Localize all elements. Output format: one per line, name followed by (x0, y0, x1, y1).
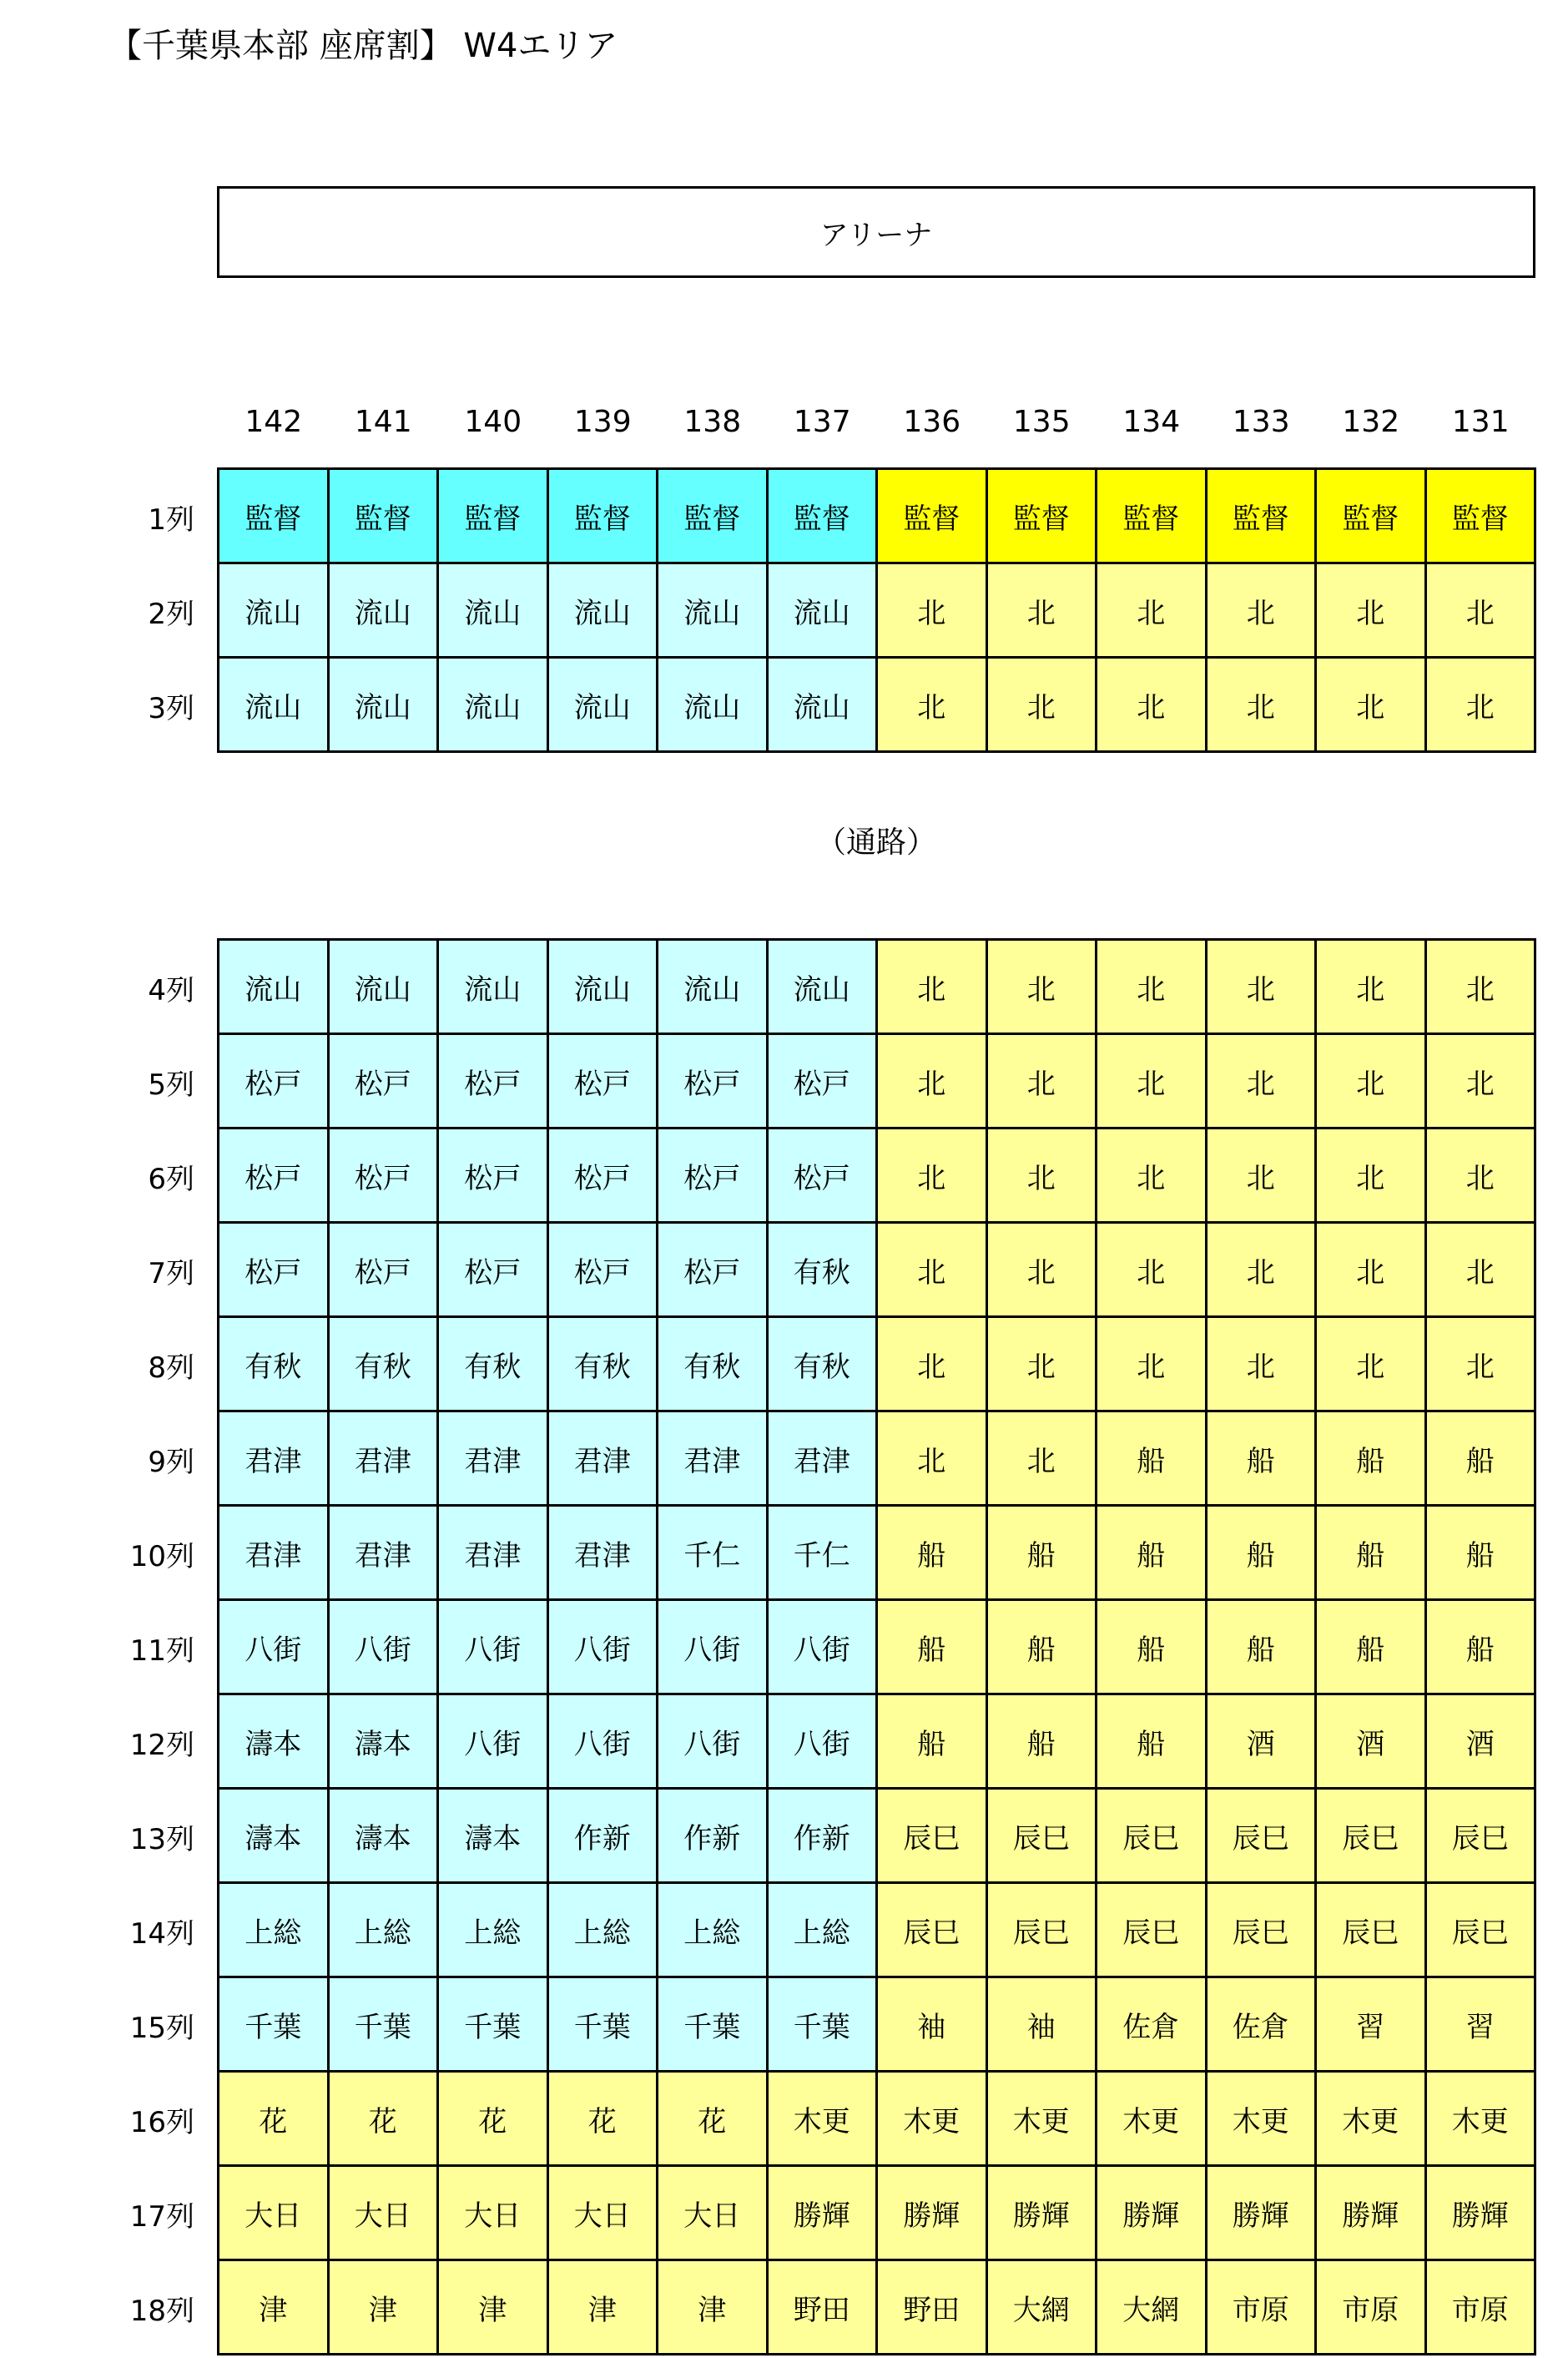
seat-cell: 辰巳 (1427, 1790, 1537, 1884)
seat-row (148, 941, 1536, 1035)
seat-number: 137 (793, 405, 851, 439)
seat-cell: 花 (330, 2073, 440, 2167)
seat-cell: 市原 (1208, 2261, 1318, 2355)
seat-cell: 北 (1317, 1224, 1427, 1318)
seat-cell: 野田 (769, 2261, 879, 2355)
seat-cell: 松戸 (219, 1035, 330, 1129)
seat-cell: 津 (658, 2261, 769, 2355)
seat-cell: 流山 (330, 941, 440, 1035)
seat-cell: 上総 (549, 1884, 659, 1978)
seat-cell: 北 (988, 1318, 1098, 1412)
seat-cell: 北 (1427, 1129, 1537, 1224)
seat-cell: 北 (878, 1318, 988, 1412)
seat-cell: 濤本 (330, 1695, 440, 1790)
seat-cell: 作新 (549, 1790, 659, 1884)
seat-row (148, 470, 1536, 564)
seat-cell: 船 (988, 1507, 1098, 1601)
seat-number: 132 (1342, 405, 1400, 439)
seat-cell: 松戸 (219, 1129, 330, 1224)
seat-cell: 監督 (658, 470, 769, 564)
seat-cell: 北 (1208, 1129, 1318, 1224)
seat-cell: 松戸 (549, 1035, 659, 1129)
seat-cell: 船 (878, 1601, 988, 1695)
seat-cell: 辰巳 (988, 1884, 1098, 1978)
seat-cell: 千葉 (769, 1978, 879, 2073)
seat-cell: 船 (878, 1507, 988, 1601)
row-label: 11列 (129, 1634, 194, 1668)
seat-cell: 北 (1208, 1224, 1318, 1318)
row-label: 4列 (148, 974, 194, 1007)
seat-cell: 北 (988, 1224, 1098, 1318)
seat-cell: 流山 (549, 564, 659, 659)
seat-cell: 津 (439, 2261, 549, 2355)
seat-cell: 松戸 (549, 1129, 659, 1224)
seat-cell: 酒 (1208, 1695, 1318, 1790)
seat-cell: 松戸 (219, 1224, 330, 1318)
seat-cell: 辰巳 (1317, 1790, 1427, 1884)
seat-cell: 北 (1208, 941, 1318, 1035)
seat-cell: 有秋 (439, 1318, 549, 1412)
seat-cell: 大日 (219, 2167, 330, 2261)
seat-cell: 上総 (769, 1884, 879, 1978)
seat-cell: 監督 (1317, 470, 1427, 564)
seat-number: 131 (1451, 405, 1510, 439)
row-label: 12列 (129, 1729, 194, 1762)
seat-row (148, 1318, 1536, 1412)
seat-cell: 八街 (658, 1695, 769, 1790)
seat-cell: 監督 (988, 470, 1098, 564)
seat-cell: 北 (988, 1035, 1098, 1129)
seat-cell: 流山 (549, 659, 659, 753)
seat-cell: 木更 (1317, 2073, 1427, 2167)
seat-cell: 北 (1097, 1129, 1208, 1224)
seat-cell: 木更 (1097, 2073, 1208, 2167)
seat-cell: 君津 (549, 1412, 659, 1507)
seat-cell: 君津 (330, 1412, 440, 1507)
seat-cell: 監督 (1427, 470, 1537, 564)
seat-cell: 袖 (988, 1978, 1098, 2073)
seat-cell: 有秋 (658, 1318, 769, 1412)
seat-block-front (148, 467, 1536, 753)
seat-cell: 松戸 (439, 1129, 549, 1224)
seat-cell: 松戸 (330, 1035, 440, 1129)
seat-row (129, 1978, 1536, 2073)
seat-cell: 流山 (658, 941, 769, 1035)
seat-cell: 船 (988, 1601, 1098, 1695)
seat-number: 139 (573, 405, 632, 439)
seat-cell: 船 (1427, 1601, 1537, 1695)
seat-row (148, 1412, 1536, 1507)
seat-cell: 濤本 (219, 1790, 330, 1884)
seat-cell: 作新 (658, 1790, 769, 1884)
seat-cell: 北 (1097, 1318, 1208, 1412)
seat-cell: 北 (878, 564, 988, 659)
seat-row (129, 1790, 1536, 1884)
row-label: 16列 (129, 2106, 194, 2139)
seat-cell: 大網 (988, 2261, 1098, 2355)
seat-cell: 八街 (549, 1695, 659, 1790)
seat-cell: 北 (1317, 941, 1427, 1035)
seat-cell: 辰巳 (988, 1790, 1098, 1884)
seat-cell: 君津 (330, 1507, 440, 1601)
seat-cell: 大網 (1097, 2261, 1208, 2355)
seat-row (148, 1035, 1536, 1129)
seat-cell: 上総 (658, 1884, 769, 1978)
seat-cell: 花 (658, 2073, 769, 2167)
seat-cell: 北 (878, 1035, 988, 1129)
row-label: 13列 (129, 1823, 194, 1856)
seat-cell: 流山 (769, 659, 879, 753)
seat-cell: 木更 (769, 2073, 879, 2167)
seat-row (148, 1224, 1536, 1318)
seat-cell: 流山 (439, 659, 549, 753)
seat-cell: 作新 (769, 1790, 879, 1884)
seat-cell: 津 (219, 2261, 330, 2355)
seat-cell: 北 (1208, 564, 1318, 659)
seat-cell: 辰巳 (1097, 1790, 1208, 1884)
seat-cell: 流山 (658, 659, 769, 753)
seat-cell: 木更 (988, 2073, 1098, 2167)
seat-row (129, 1507, 1536, 1601)
seat-cell: 有秋 (769, 1224, 879, 1318)
aisle-label: （通路） (815, 826, 936, 860)
seat-block-rear (129, 938, 1536, 2355)
seat-cell: 船 (1427, 1412, 1537, 1507)
seat-cell: 有秋 (549, 1318, 659, 1412)
seat-cell: 八街 (439, 1695, 549, 1790)
seat-cell: 辰巳 (878, 1884, 988, 1978)
row-label: 15列 (129, 2012, 194, 2045)
seat-cell: 八街 (549, 1601, 659, 1695)
seat-cell: 有秋 (769, 1318, 879, 1412)
seat-number: 136 (903, 405, 961, 439)
seat-cell: 酒 (1317, 1695, 1427, 1790)
seat-cell: 花 (439, 2073, 549, 2167)
seat-row (148, 1129, 1536, 1224)
seat-cell: 八街 (219, 1601, 330, 1695)
seat-cell: 松戸 (658, 1129, 769, 1224)
seat-cell: 大日 (439, 2167, 549, 2261)
row-label: 3列 (148, 692, 194, 725)
seat-cell: 君津 (439, 1507, 549, 1601)
seat-cell: 北 (1427, 1318, 1537, 1412)
seat-cell: 北 (988, 941, 1098, 1035)
seat-cell: 監督 (1208, 470, 1318, 564)
seat-cell: 北 (1427, 941, 1537, 1035)
seat-cell: 木更 (1208, 2073, 1318, 2167)
seat-cell: 津 (549, 2261, 659, 2355)
seat-cell: 流山 (439, 941, 549, 1035)
seat-cell: 上総 (219, 1884, 330, 1978)
seat-row (148, 659, 1536, 753)
seat-cell: 北 (1208, 1035, 1318, 1129)
seat-cell: 勝輝 (1208, 2167, 1318, 2261)
seat-number-header (219, 397, 1535, 447)
row-label: 18列 (129, 2295, 194, 2328)
seat-cell: 北 (878, 941, 988, 1035)
seat-cell: 辰巳 (1427, 1884, 1537, 1978)
seat-cell: 勝輝 (988, 2167, 1098, 2261)
seat-cell: 佐倉 (1208, 1978, 1318, 2073)
seat-cell: 濤本 (330, 1790, 440, 1884)
arena-box (217, 186, 1535, 278)
seat-cell: 勝輝 (1427, 2167, 1537, 2261)
seat-cell: 北 (988, 659, 1098, 753)
seat-cell: 濤本 (439, 1790, 549, 1884)
seat-cell: 北 (878, 1129, 988, 1224)
seat-cell: 流山 (769, 564, 879, 659)
seat-cell: 北 (1097, 1035, 1208, 1129)
seat-cell: 習 (1317, 1978, 1427, 2073)
seat-cell: 八街 (658, 1601, 769, 1695)
seat-cell: 松戸 (330, 1224, 440, 1318)
row-label: 14列 (129, 1917, 194, 1951)
seat-cell: 君津 (769, 1412, 879, 1507)
seat-cell: 佐倉 (1097, 1978, 1208, 2073)
seat-cell: 船 (1097, 1507, 1208, 1601)
seat-number: 141 (354, 405, 412, 439)
seat-cell: 流山 (549, 941, 659, 1035)
seat-row (129, 2073, 1536, 2167)
seat-cell: 八街 (439, 1601, 549, 1695)
seat-cell: 八街 (769, 1601, 879, 1695)
seat-cell: 流山 (658, 564, 769, 659)
row-label: 7列 (148, 1257, 194, 1290)
seat-cell: 流山 (330, 659, 440, 753)
seat-cell: 習 (1427, 1978, 1537, 2073)
seat-cell: 辰巳 (878, 1790, 988, 1884)
seat-cell: 北 (1317, 1035, 1427, 1129)
seat-cell: 有秋 (219, 1318, 330, 1412)
seat-cell: 勝輝 (1317, 2167, 1427, 2261)
seat-cell: 八街 (769, 1695, 879, 1790)
seat-cell: 勝輝 (1097, 2167, 1208, 2261)
seat-cell: 船 (1317, 1601, 1427, 1695)
seat-cell: 船 (1097, 1695, 1208, 1790)
seat-cell: 君津 (549, 1507, 659, 1601)
seat-cell: 北 (988, 1129, 1098, 1224)
seat-cell: 木更 (878, 2073, 988, 2167)
seat-cell: 上総 (439, 1884, 549, 1978)
seat-cell: 大日 (658, 2167, 769, 2261)
seat-cell: 上総 (330, 1884, 440, 1978)
seat-cell: 船 (1097, 1412, 1208, 1507)
seat-cell: 辰巳 (1208, 1884, 1318, 1978)
seat-cell: 津 (330, 2261, 440, 2355)
page-title: 【千葉県本部 座席割】 W4エリア (108, 27, 618, 65)
seat-cell: 北 (878, 1224, 988, 1318)
seat-cell: 流山 (219, 941, 330, 1035)
seat-cell: 大日 (330, 2167, 440, 2261)
row-label: 17列 (129, 2200, 194, 2234)
seat-row (129, 2167, 1536, 2261)
seat-cell: 野田 (878, 2261, 988, 2355)
seat-cell: 監督 (330, 470, 440, 564)
seat-cell: 有秋 (330, 1318, 440, 1412)
seat-cell: 千葉 (219, 1978, 330, 2073)
seat-cell: 市原 (1427, 2261, 1537, 2355)
row-label: 9列 (148, 1446, 194, 1479)
seat-cell: 君津 (219, 1507, 330, 1601)
seat-number: 138 (683, 405, 742, 439)
seat-cell: 北 (1097, 659, 1208, 753)
seat-cell: 北 (1097, 1224, 1208, 1318)
seat-cell: 勝輝 (769, 2167, 879, 2261)
seat-cell: 北 (1317, 564, 1427, 659)
seat-cell: 濤本 (219, 1695, 330, 1790)
seat-row (129, 1601, 1536, 1695)
seat-cell: 北 (1427, 1224, 1537, 1318)
seat-cell: 松戸 (658, 1035, 769, 1129)
seat-cell: 袖 (878, 1978, 988, 2073)
seat-number: 133 (1232, 405, 1290, 439)
seat-cell: 北 (1317, 1318, 1427, 1412)
row-label: 2列 (148, 598, 194, 631)
seat-cell: 船 (1317, 1412, 1427, 1507)
seat-cell: 北 (1208, 659, 1318, 753)
seat-cell: 北 (1427, 564, 1537, 659)
seat-cell: 船 (1097, 1601, 1208, 1695)
seat-row (129, 1695, 1536, 1790)
seat-cell: 松戸 (439, 1035, 549, 1129)
seat-cell: 北 (1317, 659, 1427, 753)
seat-cell: 千葉 (439, 1978, 549, 2073)
seat-cell: 監督 (219, 470, 330, 564)
seat-cell: 北 (1208, 1318, 1318, 1412)
seat-cell: 北 (988, 1412, 1098, 1507)
seat-cell: 北 (878, 659, 988, 753)
seat-cell: 千葉 (330, 1978, 440, 2073)
seat-cell: 監督 (439, 470, 549, 564)
seat-cell: 勝輝 (878, 2167, 988, 2261)
seat-number: 134 (1122, 405, 1181, 439)
row-label: 6列 (148, 1163, 194, 1196)
seat-cell: 北 (1097, 941, 1208, 1035)
seat-cell: 北 (1097, 564, 1208, 659)
seat-cell: 流山 (219, 659, 330, 753)
seat-cell: 大日 (549, 2167, 659, 2261)
seat-cell: 松戸 (439, 1224, 549, 1318)
row-label: 1列 (148, 503, 194, 537)
seat-cell: 流山 (439, 564, 549, 659)
seat-cell: 船 (1208, 1601, 1318, 1695)
seat-row (148, 564, 1536, 659)
seat-cell: 松戸 (658, 1224, 769, 1318)
seat-cell: 千葉 (549, 1978, 659, 2073)
seat-number: 135 (1012, 405, 1071, 439)
seat-cell: 君津 (439, 1412, 549, 1507)
seat-cell: 辰巳 (1097, 1884, 1208, 1978)
seat-cell: 北 (878, 1412, 988, 1507)
seat-cell: 船 (1427, 1507, 1537, 1601)
seat-cell: 流山 (769, 941, 879, 1035)
seat-cell: 辰巳 (1208, 1790, 1318, 1884)
seat-cell: 松戸 (549, 1224, 659, 1318)
seat-cell: 八街 (330, 1601, 440, 1695)
seat-cell: 花 (549, 2073, 659, 2167)
seat-cell: 松戸 (769, 1129, 879, 1224)
seat-cell: 監督 (1097, 470, 1208, 564)
seat-cell: 酒 (1427, 1695, 1537, 1790)
seat-cell: 船 (1317, 1507, 1427, 1601)
seat-cell: 君津 (219, 1412, 330, 1507)
seat-cell: 船 (1208, 1507, 1318, 1601)
seat-cell: 君津 (658, 1412, 769, 1507)
seat-cell: 花 (219, 2073, 330, 2167)
row-label: 8列 (148, 1351, 194, 1385)
seat-cell: 船 (1208, 1412, 1318, 1507)
row-label: 10列 (129, 1540, 194, 1573)
seat-cell: 北 (1427, 1035, 1537, 1129)
seat-number: 142 (245, 405, 303, 439)
seat-row (129, 2261, 1536, 2355)
seat-cell: 北 (988, 564, 1098, 659)
seat-cell: 流山 (330, 564, 440, 659)
seat-cell: 北 (1317, 1129, 1427, 1224)
seat-cell: 船 (878, 1695, 988, 1790)
seat-cell: 監督 (769, 470, 879, 564)
seat-cell: 監督 (549, 470, 659, 564)
seat-cell: 松戸 (769, 1035, 879, 1129)
seat-number: 140 (464, 405, 522, 439)
seat-cell: 市原 (1317, 2261, 1427, 2355)
seat-cell: 千仁 (658, 1507, 769, 1601)
seat-cell: 流山 (219, 564, 330, 659)
seat-cell: 木更 (1427, 2073, 1537, 2167)
seat-cell: 松戸 (330, 1129, 440, 1224)
row-label: 5列 (148, 1068, 194, 1102)
seat-cell: 監督 (878, 470, 988, 564)
seat-row (129, 1884, 1536, 1978)
seat-cell: 千葉 (658, 1978, 769, 2073)
arena-label: アリーナ (819, 218, 933, 252)
seat-cell: 北 (1427, 659, 1537, 753)
seat-cell: 千仁 (769, 1507, 879, 1601)
seat-cell: 船 (988, 1695, 1098, 1790)
seat-cell: 辰巳 (1317, 1884, 1427, 1978)
